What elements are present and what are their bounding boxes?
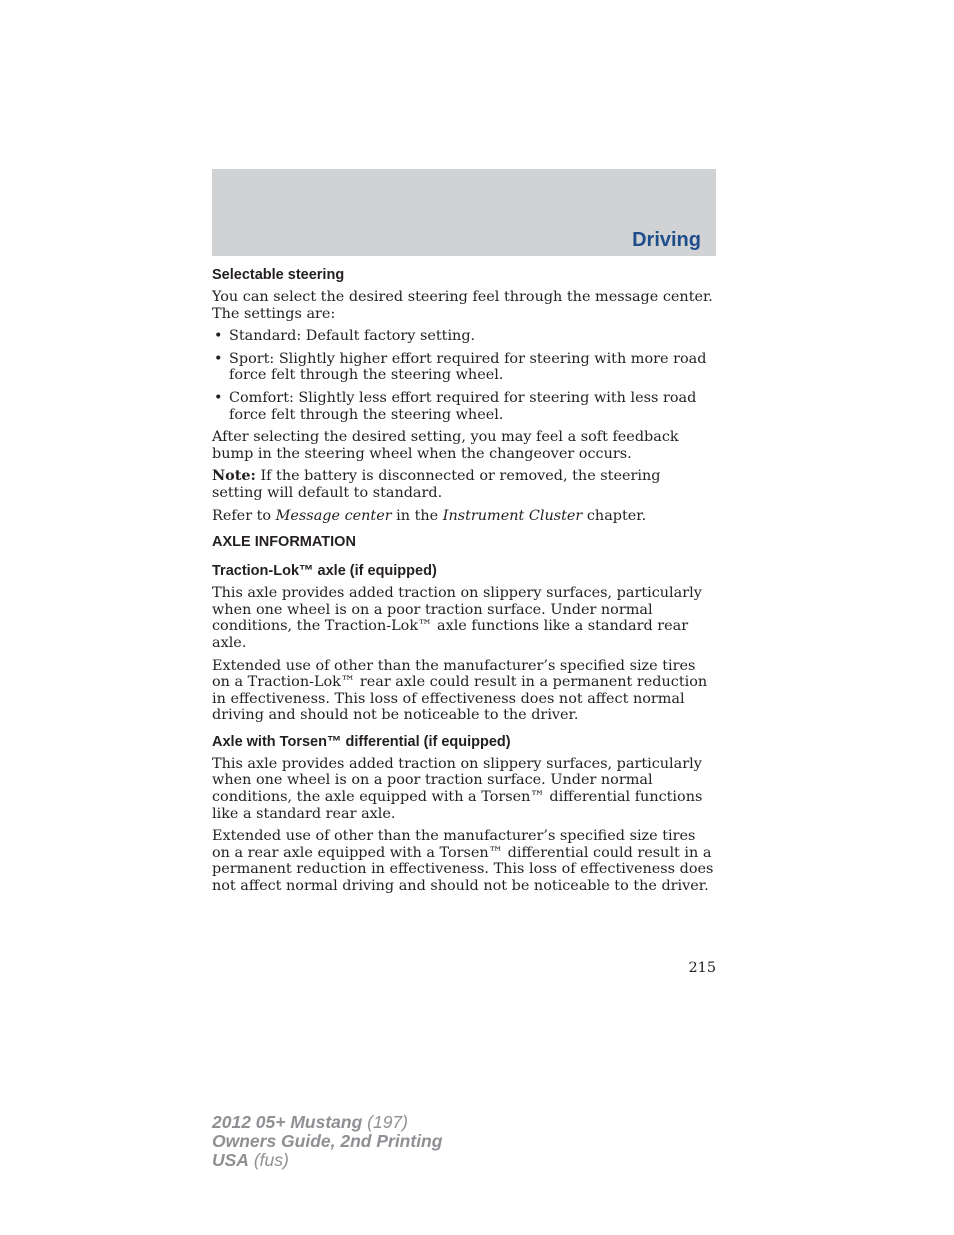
- footer-publication-info: [212, 1113, 442, 1170]
- footer-market: USA: [212, 1150, 249, 1170]
- footer-line-1: [212, 1113, 442, 1132]
- torsen-heading: Axle with Torsen™ differential (if equipped): [212, 733, 511, 750]
- traction-lok-heading: Traction-Lok™ axle (if equipped): [212, 563, 437, 580]
- list-item: • Sport: Slightly higher effort required for steering with more road force felt through the steering wheel.: [212, 351, 714, 384]
- refer-mid: in the: [391, 507, 443, 524]
- note-paragraph: [212, 468, 714, 501]
- chapter-title: Driving: [632, 229, 701, 251]
- torsen-paragraph-2: Extended use of other than the manufacturer’s specified size tires on a rear axle equipped with a Torsen™ differential could result in a permanent reduction in effectiveness. This loss of effectiveness does not affect normal driving and should not be noticeable to the driver.: [212, 828, 714, 895]
- instrument-cluster-reference: Instrument Cluster: [442, 507, 583, 524]
- footer-model-code: (197): [362, 1112, 408, 1132]
- footer-model: 2012 05+ Mustang: [212, 1112, 363, 1132]
- note-text: If the battery is disconnected or removed, the steering setting will default to standard.: [212, 468, 661, 501]
- note-label: Note:: [212, 467, 256, 485]
- footer-line-3: [212, 1151, 442, 1170]
- steering-settings-list: [212, 328, 714, 423]
- footer-line-2: [212, 1132, 442, 1151]
- page-content: [212, 266, 714, 901]
- refer-paragraph: [212, 508, 714, 525]
- torsen-paragraph-1: This axle provides added traction on slippery surfaces, particularly when one wheel is on a poor traction surface. Under normal conditions, the axle equipped with a Torsen™ differential functions like a standard rear axle.: [212, 755, 703, 822]
- axle-information-heading: AXLE INFORMATION: [212, 534, 356, 551]
- page-number: 215: [688, 960, 716, 976]
- selectable-steering-intro: You can select the desired steering feel through the message center. The settings are:: [212, 289, 713, 322]
- footer-market-code: (fus): [248, 1150, 289, 1170]
- traction-lok-paragraph-1: This axle provides added traction on slippery surfaces, particularly when one wheel is on a poor traction surface. Under normal conditions, the Traction-Lok™ axle functions like a standard rear axle.: [212, 585, 702, 651]
- footer-guide-edition: Owners Guide, 2nd Printing: [212, 1131, 443, 1151]
- list-item: • Comfort: Slightly less effort required for steering with less road force felt through the steering wheel.: [212, 390, 714, 423]
- list-item: • Standard: Default factory setting.: [212, 328, 714, 345]
- refer-post: chapter.: [582, 507, 647, 524]
- refer-pre: Refer to: [212, 507, 276, 524]
- message-center-reference: Message center: [275, 507, 392, 524]
- chapter-header-band: [212, 169, 716, 256]
- selectable-steering-after: After selecting the desired setting, you may feel a soft feedback bump in the steering wheel when the changeover occurs.: [212, 429, 679, 462]
- selectable-steering-heading: Selectable steering: [212, 267, 345, 283]
- traction-lok-paragraph-2: Extended use of other than the manufacturer’s specified size tires on a Traction-Lok™ rear axle could result in a permanent reduction in effectiveness. This loss of effectiveness does not affect normal driving and should not be noticeable to the driver.: [212, 657, 708, 724]
